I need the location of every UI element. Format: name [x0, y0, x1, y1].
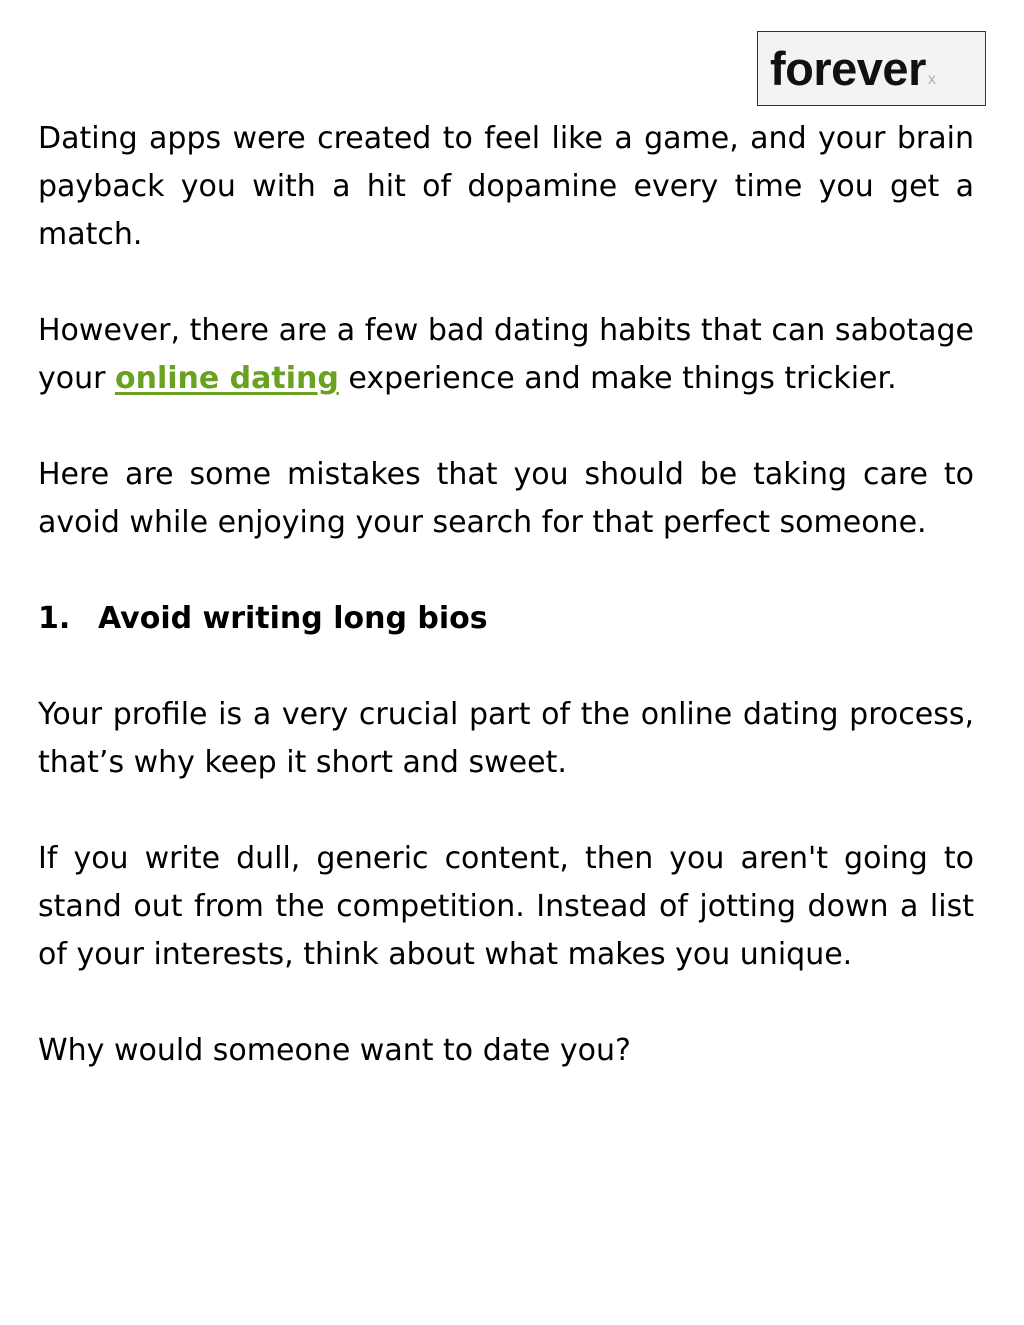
habits-paragraph	[38, 307, 974, 403]
section-heading	[38, 595, 974, 643]
mistakes-paragraph: Here are some mistakes that you should be taking care to avoid while enjoying your search for that perfect someone.	[38, 457, 974, 540]
habits-text-after: experience and make things trickier.	[338, 361, 897, 396]
closing-question: Why would someone want to date you?	[38, 1033, 631, 1068]
logo-wordmark: forever	[770, 42, 926, 95]
forever-logo	[757, 31, 986, 106]
article-body	[38, 115, 974, 1123]
profile-paragraph: Your profile is a very crucial part of the online dating process, that’s why keep it short and sweet.	[38, 697, 974, 780]
content-paragraph: If you write dull, generic content, then you aren't going to stand out from the competition. Instead of jotting down a list of your interests, think about what makes you unique.	[38, 841, 974, 972]
intro-paragraph: Dating apps were created to feel like a game, and your brain payback you with a hit of dopamine every time you get a match.	[38, 121, 974, 252]
habits-text-before: However, there are a few bad dating habits that can sabotage your	[38, 313, 974, 396]
online-dating-link[interactable]: online dating	[115, 361, 339, 396]
logo-x-mark: x	[927, 71, 936, 88]
heading-number: 1.	[38, 601, 71, 636]
heading-text: Avoid writing long bios	[98, 601, 488, 636]
